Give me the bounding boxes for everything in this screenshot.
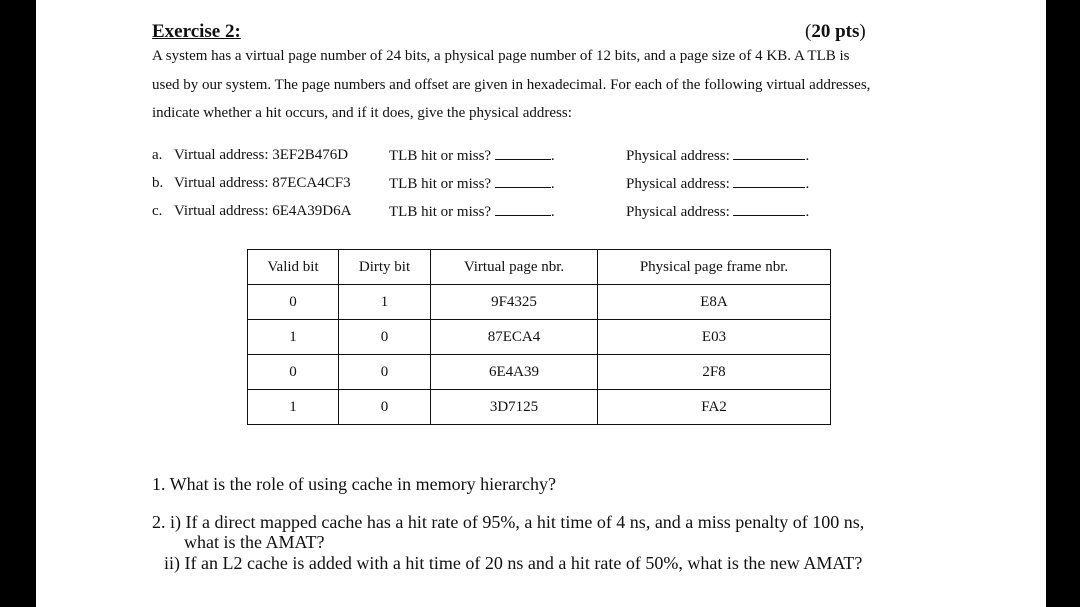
question-c-tlb: TLB hit or miss? . bbox=[389, 204, 555, 220]
cell-physical-frame: FA2 bbox=[598, 390, 831, 425]
cell-dirty-bit: 0 bbox=[339, 320, 431, 355]
tlb-table bbox=[247, 249, 831, 425]
cell-valid-bit: 0 bbox=[248, 355, 339, 390]
cell-virtual-page: 87ECA4 bbox=[431, 320, 598, 355]
cell-physical-frame: E03 bbox=[598, 320, 831, 355]
question-c-physical-blank[interactable] bbox=[733, 203, 805, 216]
question-2-part-i-line1: 2. i) If a direct mapped cache has a hit rate of 95%, a hit time of 4 ns, and a miss penalty of 100 ns, bbox=[152, 512, 865, 532]
question-a-address: Virtual address: 3EF2B476D bbox=[174, 147, 349, 163]
question-a-physical: Physical address: . bbox=[626, 148, 810, 164]
question-b-physical-label: Physical address: bbox=[626, 176, 730, 192]
cell-virtual-page: 6E4A39 bbox=[431, 355, 598, 390]
question-2-part-i-line2: what is the AMAT? bbox=[184, 532, 325, 552]
intro-line-3: indicate whether a hit occurs, and if it does, give the physical address: bbox=[152, 105, 572, 121]
question-a-tlb-blank[interactable] bbox=[495, 147, 551, 160]
question-c-physical: Physical address: . bbox=[626, 204, 810, 220]
question-b-physical-blank[interactable] bbox=[733, 175, 805, 188]
cell-valid-bit: 1 bbox=[248, 390, 339, 425]
header-physical-frame: Physical page frame nbr. bbox=[598, 250, 831, 285]
cell-virtual-page: 3D7125 bbox=[431, 390, 598, 425]
points-value: 20 pts bbox=[811, 21, 860, 42]
question-a-physical-blank[interactable] bbox=[733, 147, 805, 160]
question-b-physical: Physical address: . bbox=[626, 176, 810, 192]
question-c-address: Virtual address: 6E4A39D6A bbox=[174, 203, 352, 219]
question-a-label: a. bbox=[152, 147, 163, 163]
document-page bbox=[36, 0, 1046, 607]
exercise-points bbox=[805, 21, 866, 43]
intro-line-1: A system has a virtual page number of 24 bits, a physical page number of 12 bits, and a page size of 4 KB. A TLB is bbox=[152, 48, 850, 64]
points-close-paren: ) bbox=[859, 21, 866, 42]
question-a-physical-label: Physical address: bbox=[626, 148, 730, 164]
question-c-physical-label: Physical address: bbox=[626, 204, 730, 220]
points-open-paren: ( bbox=[805, 21, 812, 42]
cell-dirty-bit: 1 bbox=[339, 285, 431, 320]
question-c-label: c. bbox=[152, 203, 163, 219]
question-a-tlb-label: TLB hit or miss? bbox=[389, 148, 492, 164]
question-b-tlb-blank[interactable] bbox=[495, 175, 551, 188]
header-virtual-page: Virtual page nbr. bbox=[431, 250, 598, 285]
header-valid-bit: Valid bit bbox=[248, 250, 339, 285]
table-row bbox=[248, 285, 831, 320]
table-row bbox=[248, 355, 831, 390]
question-b-tlb: TLB hit or miss? . bbox=[389, 176, 555, 192]
cell-virtual-page: 9F4325 bbox=[431, 285, 598, 320]
question-c-tlb-label: TLB hit or miss? bbox=[389, 204, 492, 220]
header-dirty-bit: Dirty bit bbox=[339, 250, 431, 285]
table-row bbox=[248, 390, 831, 425]
question-b-address: Virtual address: 87ECA4CF3 bbox=[174, 175, 351, 191]
question-2-part-ii: ii) If an L2 cache is added with a hit time of 20 ns and a hit rate of 50%, what is the new AMAT? bbox=[164, 553, 863, 573]
question-1-cache-role: 1. What is the role of using cache in memory hierarchy? bbox=[152, 474, 557, 494]
question-c-tlb-blank[interactable] bbox=[495, 203, 551, 216]
cell-valid-bit: 0 bbox=[248, 285, 339, 320]
question-a-tlb: TLB hit or miss? . bbox=[389, 148, 555, 164]
cell-dirty-bit: 0 bbox=[339, 355, 431, 390]
table-row bbox=[248, 320, 831, 355]
cell-valid-bit: 1 bbox=[248, 320, 339, 355]
exercise-title: Exercise 2: bbox=[152, 21, 241, 42]
cell-physical-frame: E8A bbox=[598, 285, 831, 320]
cell-physical-frame: 2F8 bbox=[598, 355, 831, 390]
table-header-row bbox=[248, 250, 831, 285]
intro-line-2: used by our system. The page numbers and offset are given in hexadecimal. For each of the following virtual addresses, bbox=[152, 77, 871, 93]
question-b-label: b. bbox=[152, 175, 164, 191]
question-b-tlb-label: TLB hit or miss? bbox=[389, 176, 492, 192]
cell-dirty-bit: 0 bbox=[339, 390, 431, 425]
